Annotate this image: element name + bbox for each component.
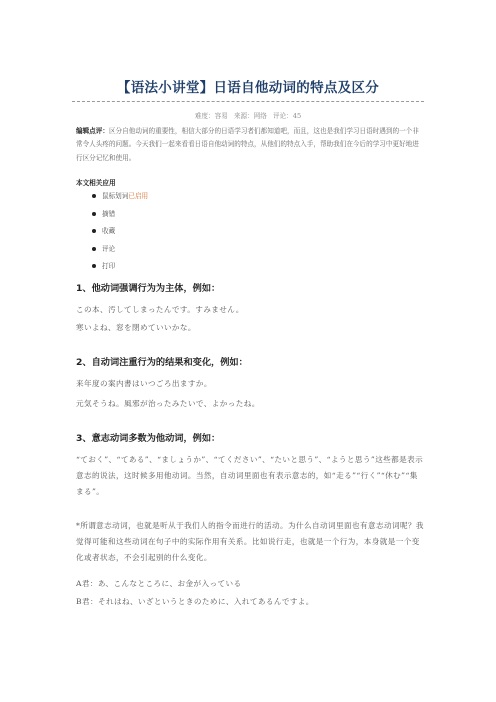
enabled-status: 已启用 — [128, 192, 149, 200]
example-line: 寒いよね、窓を閉めていいかな。 — [76, 323, 196, 332]
section-heading-2: 2、自动词注重行为的结果和变化，例如： — [76, 357, 248, 368]
example-line: 来年度の案内書はいつごろ出ますか。 — [76, 379, 212, 388]
related-item-word-select[interactable] — [92, 192, 148, 210]
paragraph: *所谓意志动词，也就是听从于我们人的指令而进行的活动。为什么自动词里面也有意志动词呢？我觉得可能和这些动词在句子中的实际作用有关系。比如说行走，也就是一个行为，本身就是一个变化或者状态，不会引起别的什么变化。 — [76, 521, 424, 562]
intro-label: 编辑点评： — [76, 127, 109, 135]
related-item-label: 评论 — [102, 244, 116, 253]
section-heading-3: 3、意志动词多数为他动词，例如： — [76, 433, 221, 444]
related-apps-title: 本文相关应用 — [76, 179, 116, 187]
related-item-label: 鼠标划词 — [102, 192, 129, 200]
title-divider — [72, 101, 424, 102]
related-item-comment[interactable] — [92, 245, 148, 263]
example-line: この本、汚してしまったんです。すみません。 — [76, 305, 244, 314]
section-heading-1: 1、他动词强调行为为主体，例如： — [76, 283, 221, 294]
source-label: 来源：网络 — [233, 112, 267, 120]
related-item-favorite[interactable] — [92, 227, 148, 245]
related-item-report-error[interactable] — [92, 210, 148, 228]
page-title: 【语法小讲堂】日语自他动词的特点及区分 — [116, 80, 380, 96]
dialogue-line: B君：それはね、いざというときのために、入れてあるんですよ。 — [76, 597, 314, 606]
comment-count[interactable]: 评论：45 — [272, 112, 302, 120]
related-item-label: 打印 — [102, 262, 116, 270]
editor-intro — [76, 125, 424, 165]
intro-text: 区分自他动词的重要性，相信大部分的日语学习者们都知道吧，而且，这也是我们学习日语时遇到的一个非常令人头疼的问题。今天我们一起来看看日语自他动词的特点，从他们的特点入手，帮助我们在今后的学习中更好地进行区分记忆和使用。 — [76, 127, 419, 162]
paragraph: “ておく”、“てある”、“ましょうか”、“てください”、“たいと思う”、“ようと思う”这些都是表示意志的说法，这时候多用他动词。当然，自动词里面也有表示意志的，如“走る”“行く”“休む”“集まる”。 — [76, 455, 424, 496]
difficulty-label: 难度：容易 — [194, 112, 228, 120]
related-item-label: 摘错 — [102, 209, 116, 218]
dialogue-line: A君：あ、こんなところに、お金が入っている — [76, 579, 242, 588]
article-meta — [0, 110, 496, 120]
related-item-print[interactable] — [92, 262, 148, 280]
related-apps-list — [92, 192, 148, 280]
related-item-label: 收藏 — [102, 227, 116, 235]
example-line: 元気そうね。風邪が治ったみたいで、よかったね。 — [76, 399, 260, 408]
